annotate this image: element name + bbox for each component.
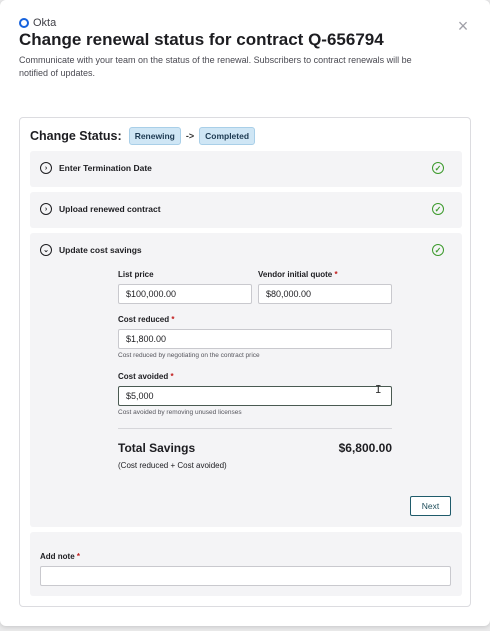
add-note-input[interactable]: [40, 566, 451, 586]
cost-reduced-help: Cost reduced by negotiating on the contract price: [118, 352, 260, 359]
step-label: Enter Termination Date: [59, 163, 152, 173]
cost-avoided-label: [118, 372, 174, 381]
step-termination-date[interactable]: [30, 151, 462, 187]
vendor-name: Okta: [33, 17, 57, 29]
cost-reduced-label-text: Cost reduced: [118, 315, 170, 324]
cost-avoided-label-text: Cost avoided: [118, 372, 169, 381]
vendor-label: [19, 17, 56, 29]
step-header[interactable]: [40, 162, 152, 174]
check-circle-icon: ✓: [432, 203, 444, 215]
vendor-logo-icon: [19, 18, 29, 28]
status-panel: [19, 117, 471, 607]
step-label: Upload renewed contract: [59, 204, 161, 214]
total-savings-value: $6,800.00: [338, 441, 392, 455]
list-price-label: [118, 270, 154, 279]
status-from-badge: Renewing: [129, 127, 181, 145]
step-header[interactable]: [40, 244, 142, 256]
status-label: Change Status:: [30, 129, 122, 143]
cost-avoided-help: Cost avoided by removing unused licenses: [118, 409, 242, 416]
step-upload-contract[interactable]: [30, 192, 462, 228]
required-marker: *: [334, 270, 338, 279]
required-marker: *: [170, 372, 174, 381]
check-circle-icon: ✓: [432, 244, 444, 256]
chevron-right-icon: ›: [40, 203, 52, 215]
cost-avoided-input[interactable]: $5,000: [118, 386, 392, 406]
status-arrow: ->: [185, 131, 195, 141]
vendor-quote-label-text: Vendor initial quote: [258, 270, 333, 279]
totals-divider: [118, 428, 392, 429]
chevron-down-icon: ⌄: [40, 244, 52, 256]
vendor-quote-label: [258, 270, 338, 279]
list-price-input[interactable]: $100,000.00: [118, 284, 252, 304]
vendor-quote-input[interactable]: $80,000.00: [258, 284, 392, 304]
list-price-label-text: List price: [118, 270, 154, 279]
cost-reduced-input[interactable]: $1,800.00: [118, 329, 392, 349]
close-icon[interactable]: ×: [457, 16, 469, 36]
text-cursor-icon: I: [375, 383, 382, 396]
add-note-label-text: Add note: [40, 552, 75, 561]
modal-description: Communicate with your team on the status of the renewal. Subscribers to contract renewals will be notified of updates.: [19, 55, 412, 78]
step-cost-savings: [30, 233, 462, 527]
required-marker: *: [76, 552, 81, 561]
status-to-badge: Completed: [199, 127, 255, 145]
check-circle-icon: ✓: [432, 162, 444, 174]
chevron-right-icon: ›: [40, 162, 52, 174]
next-button[interactable]: Next: [410, 496, 451, 516]
required-marker: *: [171, 315, 175, 324]
cost-reduced-label: [118, 315, 174, 324]
total-savings-formula: (Cost reduced + Cost avoided): [118, 461, 227, 470]
step-header[interactable]: [40, 203, 161, 215]
modal-title: Change renewal status for contract Q-656794: [19, 30, 384, 49]
add-note-section: [30, 532, 462, 596]
add-note-label: [40, 552, 80, 561]
status-change-row: [30, 127, 255, 145]
total-savings-label: Total Savings: [118, 441, 196, 455]
step-label: Update cost savings: [59, 245, 142, 255]
